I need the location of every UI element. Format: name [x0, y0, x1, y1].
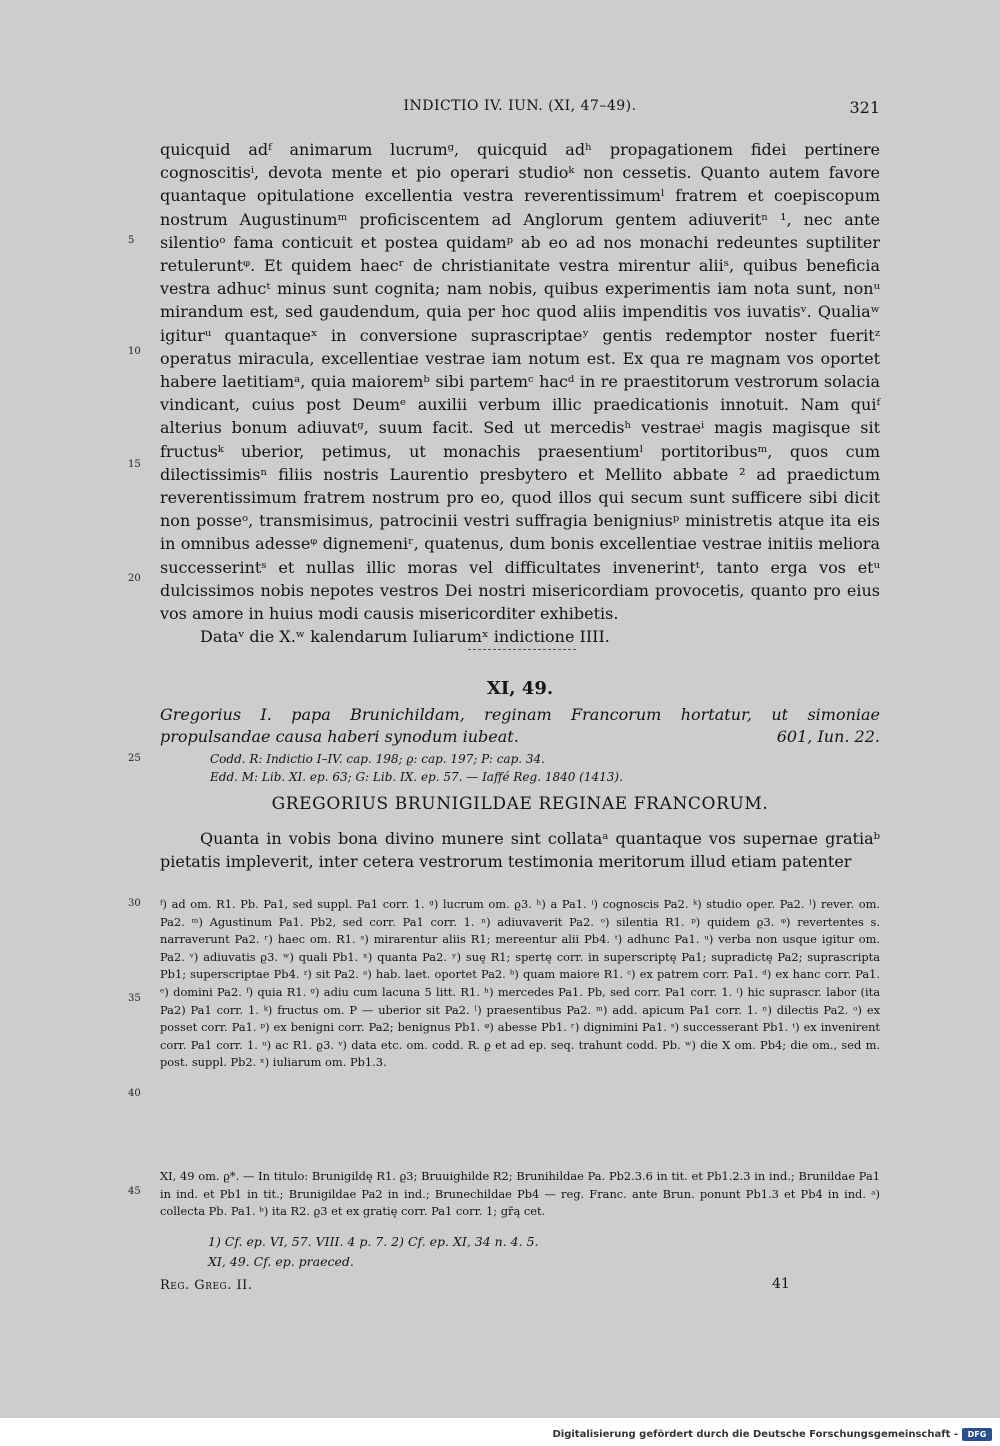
source-note: 1) Cf. ep. VI, 57. VIII. 4 p. 7. 2) Cf. ep. XI, 34 n. 4. 5. — [208, 1234, 539, 1249]
critical-apparatus-title: XI, 49 om. ϱ*. — In titulo: Brunigildę R1. ϱ3; Bruuighilde R2; Brunihildae Pa. Pb2.3.6 in tit. et Pb1.2.3 in ind.; Brunildae Pa1 in ind. et Pb1 in tit.; Brunigildae Pa2 in ind.; Brunechildae Pb4 — reg. Franc. ante Brun. ponunt Pb1.3 et Pb4 in ind. ᵃ) collecta Pb. Pa1. ᵇ) ita R2. ϱ3 et ex gratię corr. Pa1 corr. 1; gr̄ą cet. — [160, 1169, 880, 1219]
credit-text: Digitalisierung gefördert durch die Deutsche Forschungsgemeinschaft - — [552, 1429, 958, 1440]
letter-opening — [160, 827, 880, 873]
line-number: 25 — [128, 753, 141, 764]
source-notes — [208, 1232, 708, 1272]
line-number: 30 — [128, 898, 141, 909]
page-number: 321 — [849, 98, 880, 117]
source-note: XI, 49. Cf. ep. praeced. — [208, 1254, 354, 1269]
editions-line: Edd. M: Lib. XI. ep. 63; G: Lib. IX. ep. 57. — Iaffé Reg. 1840 (1413). — [210, 770, 623, 784]
body-paragraph: quicquid adᶠ animarum lucrumᵍ, quicquid adʰ propagationem fidei pertinere cognoscitisⁱ, devota mente et pio operari studioᵏ non cessetis. Quanto autem favore quantaque opitulatione excellentia vestra reverentissimumˡ fratrem et coepiscopum nostrum Augustinumᵐ proficiscentem ad Anglorum gentem adiuveritⁿ ¹, nec ante silentioᵒ fama conticuit et postea quidamᵖ ab eo ad nos monachi redeuntes suptiliter retuleruntᵠ. Et quidem haecʳ de christianitate vestra mirentur aliiˢ, quibus beneficia vestra adhucᵗ minus sunt cognita; nam nobis, quibus experimentis iam nota sunt, nonᵘ mirandum est, sed gaudendum, quia per hoc quod aliis impenditis vos iuvatisᵛ. Qualiaʷ igiturᵘ quantaqueˣ in conversione suprascriptaeʸ gentis redemptor noster fueritᶻ operatus miracula, excellentiae vestrae iam notum est. Ex qua re magnam vos oportet habere laetitiamᵃ, quia maioremᵇ sibi partemᶜ hacᵈ in re praestitorum vestrorum solacia vindicant, cuius post Deumᵉ auxilii verbum illic praedicationis innotuit. Nam quiᶠ alterius bonum adiuvatᵍ, suum facit. Sed ut mercedisʰ vestraeⁱ magis magisque sit fructusᵏ uberior, petimus, ut monachis praesentiumˡ portitoribusᵐ, quos cum dilectissimisⁿ filiis nostris Laurentio presbytero et Mellito abbate ² ad praedictum reverentissimum fratrem nostrum pro eo, quod illos qui secum sunt sufficere sibi dicit non posseᵒ, transmisimus, patrocinii vestri suffragia benigniusᵖ ministretis atque ita eis in omnibus adesseᵠ dignemeniʳ, quatenus, dum bonis excellentiae vestrae initiis meliora successerintˢ et nullas illic moras vel difficultates invenerintᵗ, tanto erga vos etᵘ dulcissimos nobis nepotes vestros Dei nostri misericordiam provocetis, quanto pro eius vos amore in huius modi causis misericorditer exhibetis. — [160, 140, 880, 624]
running-head — [160, 98, 880, 120]
codices-line: Codd. R: Indictio I–IV. cap. 198; ϱ: cap. 197; P: cap. 34. — [210, 752, 545, 766]
line-number: 10 — [128, 346, 141, 357]
line-number: 5 — [128, 235, 135, 246]
regest — [160, 704, 880, 747]
line-number: 35 — [128, 993, 141, 1004]
letter-body — [160, 138, 880, 648]
regest-date: 601, Iun. 22. — [776, 726, 880, 746]
line-number: 15 — [128, 459, 141, 470]
dating-line: Dataᵛ die X.ʷ kalendarum Iuliarumˣ indictione IIII. — [200, 627, 610, 647]
line-number: 20 — [128, 573, 141, 584]
line-number: 45 — [128, 1186, 141, 1197]
document-number: XI, 49. — [486, 678, 554, 699]
opening-paragraph: Quanta in vobis bona divino munere sint collataᵃ quantaque vos supernae gratiaᵇ pietatis impleverit, inter cetera vestrorum testimonia meritorum illud etiam patenter — [160, 829, 880, 872]
section-divider — [468, 649, 576, 650]
sheet-signature: 41 — [772, 1276, 790, 1292]
running-head-title: INDICTIO IV. IUN. (XI, 47–49). — [403, 98, 637, 114]
digitization-credit — [552, 1428, 992, 1441]
critical-apparatus: ᶠ) ad om. R1. Pb. Pa1, sed suppl. Pa1 corr. 1. ᵍ) lucrum om. ϱ3. ʰ) a Pa1. ⁱ) cognoscis Pa2. ᵏ) studio oper. Pa2. ˡ) rever. om. Pa2. ᵐ) Agustinum Pa1. Pb2, sed corr. Pa1 corr. 1. ⁿ) adiuvaverit Pa2. ᵒ) silentia R1. ᵖ) quidem ϱ3. ᵠ) revertentes s. narraverunt Pa2. ʳ) haec om. R1. ˢ) mirarentur aliis R1; mereentur alii Pb4. ᵗ) adhunc Pa1. ᵘ) verba non usque igitur om. Pa2. ᵛ) adiuvatis ϱ3. ʷ) quali Pb1. ˣ) quanta Pa2. ʸ) suę R1; spertę corr. in superscriptę Pa1; supradictę Pa2; suprascripta Pb1; superscriptae Pb4. ᶻ) sit Pa2. ᵃ) hab. laet. oportet Pa2. ᵇ) quam maiore R1. ᶜ) ex patrem corr. Pa1. ᵈ) ex hanc corr. Pa1. ᵉ) domini Pa2. ᶠ) quia R1. ᵍ) adiu cum lacuna 5 litt. R1. ʰ) mercedes Pa1. Pb, sed corr. Pa1 corr. 1. ⁱ) hic suprascr. labor (ita Pa2) Pa1 corr. 1. ᵏ) fructus om. P — uberior sit Pa2. ˡ) praesentibus Pa2. ᵐ) add. apicum Pa1 corr. 1. ⁿ) dilectis Pa2. ᵒ) ex posset corr. Pa1. ᵖ) ex benigni corr. Pa2; benignus Pb1. ᵠ) abesse Pb1. ʳ) dignimini Pa1. ˢ) successerant Pb1. ᵗ) ex invenirent corr. Pa1 corr. 1. ᵘ) ac R1. ϱ3. ᵛ) data etc. om. codd. R. ϱ et ad ep. seq. trahunt codd. Pb. ʷ) die X om. Pb4; die om., sed m. post. suppl. Pb2. ˣ) iuliarum om. Pb1.3. — [160, 897, 880, 1070]
signature-label: Reg. Greg. II. — [160, 1278, 253, 1293]
dfg-logo: DFG — [962, 1428, 992, 1441]
line-number: 40 — [128, 1088, 141, 1099]
regest-text: Gregorius I. papa Brunichildam, reginam Francorum hortatur, ut simoniae propulsandae causa haberi synodum iubeat. — [160, 705, 880, 746]
letter-address: GREGORIUS BRUNIGILDAE REGINAE FRANCORUM. — [271, 794, 769, 814]
